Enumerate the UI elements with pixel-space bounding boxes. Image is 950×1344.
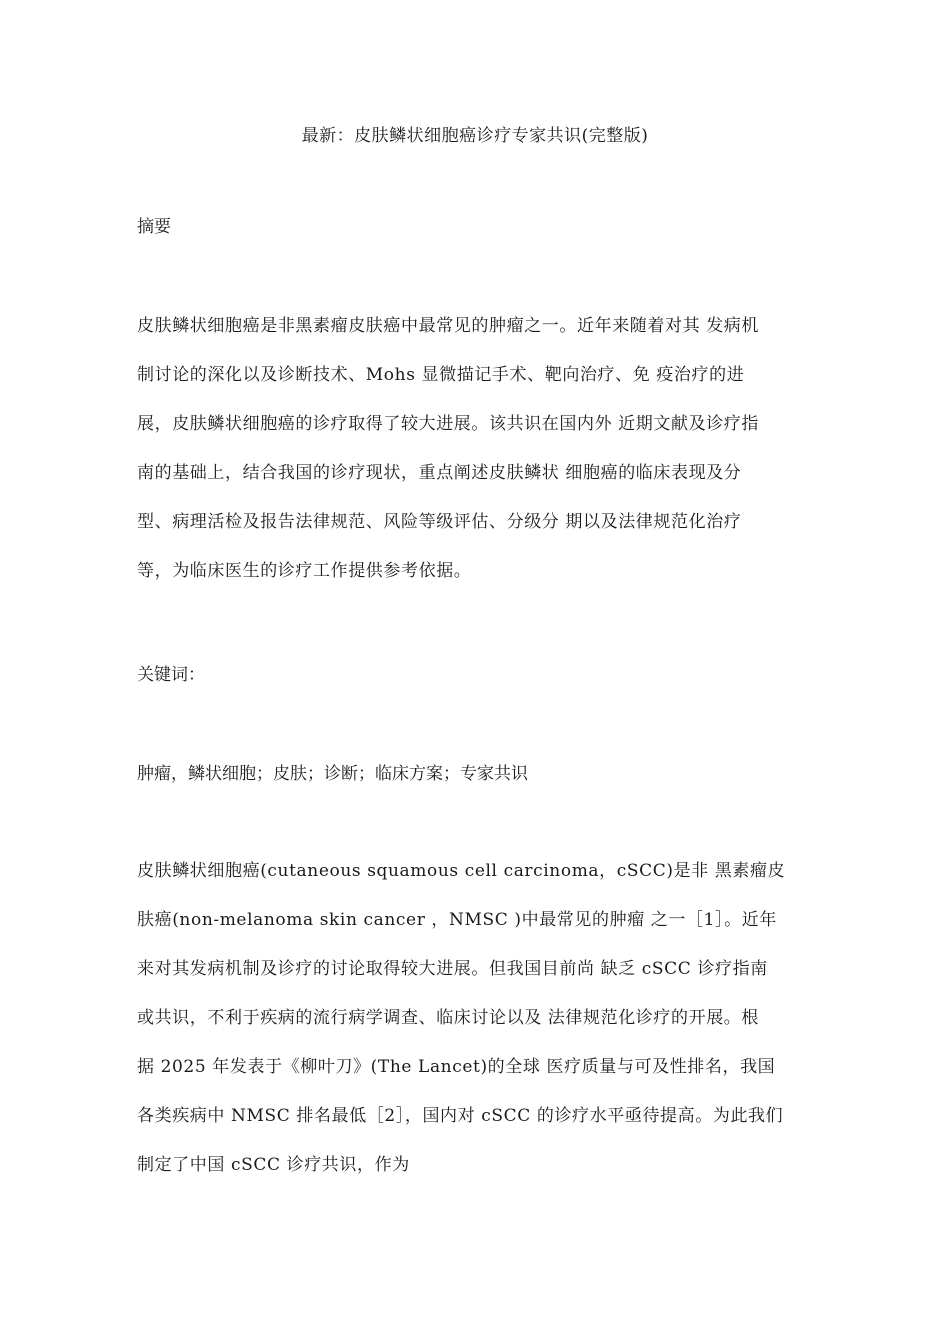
- intro-line: 或共识，不利于疾病的流行病学调查、临床讨论以及 法律规范化诊疗的开展。根: [137, 1008, 760, 1028]
- intro-line: 据 2025 年发表于《柳叶刀》(The Lancet)的全球 医疗质量与可及性排名，我国: [137, 1057, 776, 1077]
- intro-paragraph: [137, 847, 827, 1190]
- intro-line: 皮肤鳞状细胞癌(cutaneous squamous cell carcinoma，cSCC)是非 黑素瘤皮: [137, 861, 786, 881]
- abstract-paragraph: [137, 302, 827, 596]
- keywords-list: 肿瘤，鳞状细胞；皮肤；诊断；临床方案；专家共识: [137, 764, 528, 784]
- abstract-heading: 摘要: [137, 217, 171, 237]
- abstract-line: 制讨论的深化以及诊断技术、Mohs 显微描记手术、靶向治疗、免 疫治疗的进: [137, 365, 745, 385]
- abstract-line: 南的基础上，结合我国的诊疗现状，重点阐述皮肤鳞状 细胞癌的临床表现及分: [137, 463, 742, 483]
- document-title: 最新：皮肤鳞状细胞癌诊疗专家共识(完整版): [301, 126, 649, 146]
- abstract-line: 型、病理活检及报告法律规范、风险等级评估、分级分 期以及法律规范化治疗: [137, 512, 742, 532]
- intro-line: 制定了中国 cSCC 诊疗共识，作为: [137, 1155, 410, 1175]
- keywords-heading: 关键词：: [137, 665, 205, 685]
- intro-line: 肤癌(non-melanoma skin cancer ，NMSC )中最常见的肿瘤 之一［1］。近年: [137, 910, 777, 930]
- intro-line: 来对其发病机制及诊疗的讨论取得较大进展。但我国目前尚 缺乏 cSCC 诊疗指南: [137, 959, 768, 979]
- intro-line: 各类疾病中 NMSC 排名最低［2］，国内对 cSCC 的诊疗水平亟待提高。为此我们: [137, 1106, 784, 1126]
- abstract-line: 等，为临床医生的诊疗工作提供参考依据。: [137, 561, 472, 581]
- abstract-line: 展，皮肤鳞状细胞癌的诊疗取得了较大进展。该共识在国内外 近期文献及诊疗指: [137, 414, 760, 434]
- abstract-line: 皮肤鳞状细胞癌是非黑素瘤皮肤癌中最常见的肿瘤之一。近年来随着对其 发病机: [137, 316, 760, 336]
